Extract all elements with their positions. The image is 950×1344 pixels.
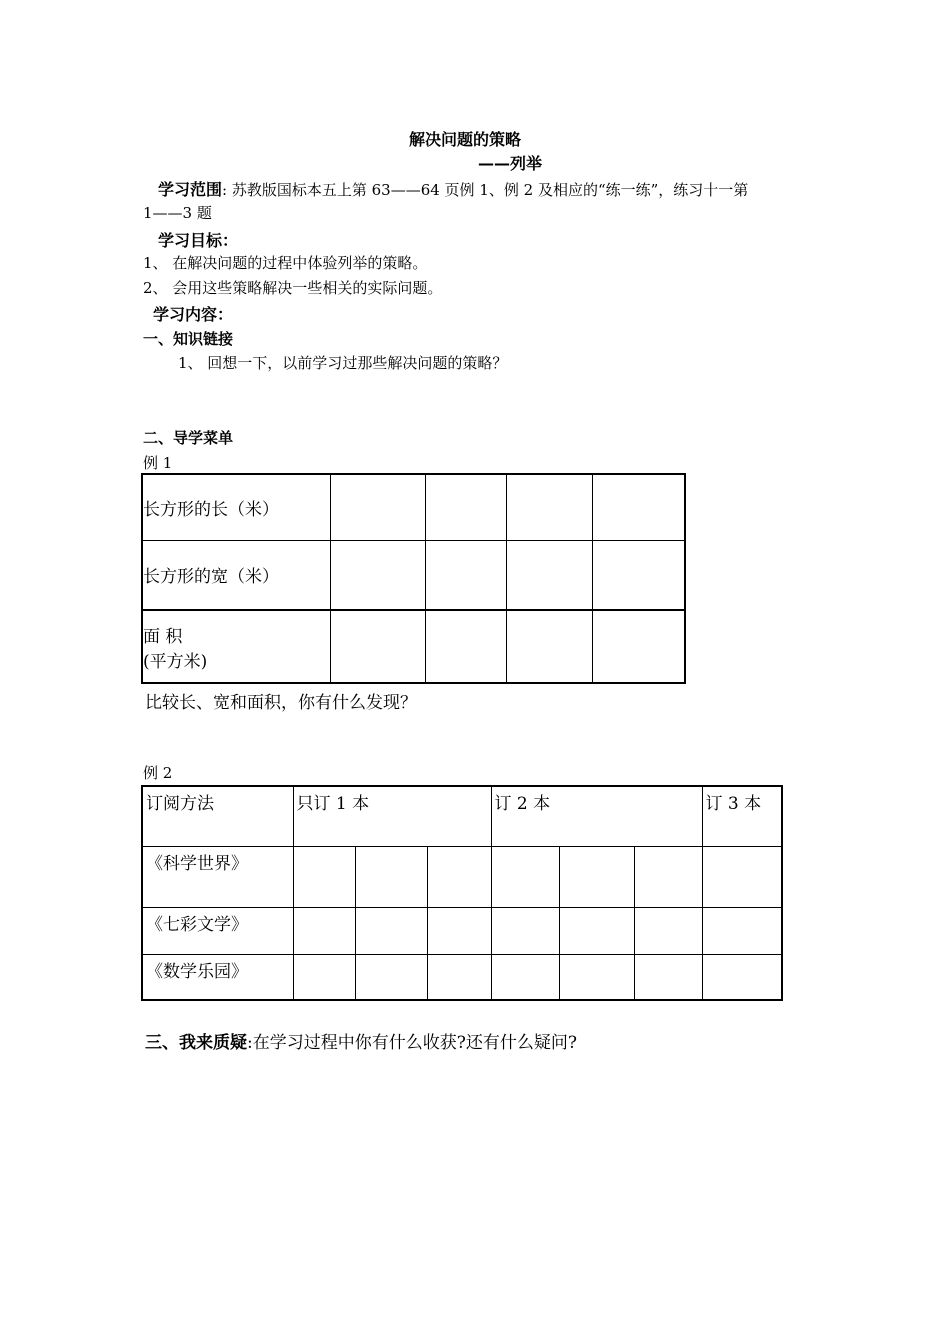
table-cell: [506, 540, 592, 610]
scope-line: [158, 177, 748, 200]
table-row: [142, 540, 685, 610]
table-row: [142, 907, 782, 954]
table-cell: [425, 610, 506, 683]
table-row: [142, 954, 782, 1000]
example1-table: [141, 473, 686, 684]
goal-item-2: 2、 会用这些策略解决一些相关的实际问题。: [143, 279, 443, 297]
scope-text: : 苏教版国标本五上第 63——64 页例 1、例 2 及相应的“练一练”，练习十一第: [222, 181, 749, 199]
table-cell: [355, 954, 427, 1000]
table-cell: [634, 846, 702, 907]
example1-label: 例 1: [143, 454, 173, 472]
example2-table: [141, 785, 783, 1001]
table-cell: [634, 907, 702, 954]
table-cell: [506, 610, 592, 683]
scope-label: 学习范围: [158, 180, 223, 199]
table-cell: [592, 474, 685, 540]
goals-label: 学习目标：: [158, 231, 239, 250]
goal-item-1: 1、 在解决问题的过程中体验列举的策略。: [143, 254, 428, 272]
table-cell: [425, 474, 506, 540]
table-cell: [559, 846, 634, 907]
book-literature: 《七彩文学》: [142, 907, 293, 954]
example2-label: 例 2: [143, 764, 173, 782]
header-three: 订 3 本: [702, 786, 782, 846]
section3-heading: 三、我来质疑: [145, 1033, 247, 1053]
row-label-width: 长方形的宽（米）: [142, 540, 330, 610]
table-cell: [491, 954, 559, 1000]
table-cell: [491, 907, 559, 954]
table-cell: [559, 954, 634, 1000]
row-label-area: [142, 610, 330, 683]
table-row: [142, 610, 685, 683]
header-two: 订 2 本: [491, 786, 702, 846]
table-cell: [702, 907, 782, 954]
table-cell: [330, 610, 425, 683]
table-cell: [702, 846, 782, 907]
table-cell: [427, 846, 491, 907]
table-cell: [330, 474, 425, 540]
table-cell: [506, 474, 592, 540]
area-label-line2: (平方米): [143, 651, 208, 672]
row-label-length: 长方形的长（米）: [142, 474, 330, 540]
scope-text-cont: 1——3 题: [143, 204, 212, 222]
table-cell: [293, 907, 355, 954]
table-cell: [559, 907, 634, 954]
table-cell: [355, 907, 427, 954]
book-science: 《科学世界》: [142, 846, 293, 907]
table-row: [142, 846, 782, 907]
page-title: 解决问题的策略: [409, 130, 522, 149]
table-cell: [293, 846, 355, 907]
section1-heading: 一、知识链接: [143, 330, 234, 348]
table-cell: [592, 540, 685, 610]
page-subtitle: ——列举: [478, 154, 543, 173]
table-cell: [427, 954, 491, 1000]
table-cell: [293, 954, 355, 1000]
table-cell: [491, 846, 559, 907]
table-cell: [427, 907, 491, 954]
header-one: 只订 1 本: [293, 786, 491, 846]
section2-heading: 二、导学菜单: [143, 429, 234, 447]
table-cell: [330, 540, 425, 610]
header-method: 订阅方法: [142, 786, 293, 846]
table-cell: [425, 540, 506, 610]
section3-text: :在学习过程中你有什么收获?还有什么疑问?: [247, 1033, 577, 1053]
table-header-row: [142, 786, 782, 846]
table-cell: [702, 954, 782, 1000]
table-cell: [355, 846, 427, 907]
table-cell: [592, 610, 685, 683]
example1-question: 比较长、宽和面积，你有什么发现？: [145, 693, 417, 713]
area-label-line1: 面 积: [143, 626, 183, 647]
table-cell: [634, 954, 702, 1000]
section1-question: 1、 回想一下，以前学习过那些解决问题的策略？: [178, 354, 508, 372]
section3-line: [145, 1028, 577, 1053]
book-math: 《数学乐园》: [142, 954, 293, 1000]
table-row: [142, 474, 685, 540]
content-label: 学习内容：: [153, 305, 234, 324]
